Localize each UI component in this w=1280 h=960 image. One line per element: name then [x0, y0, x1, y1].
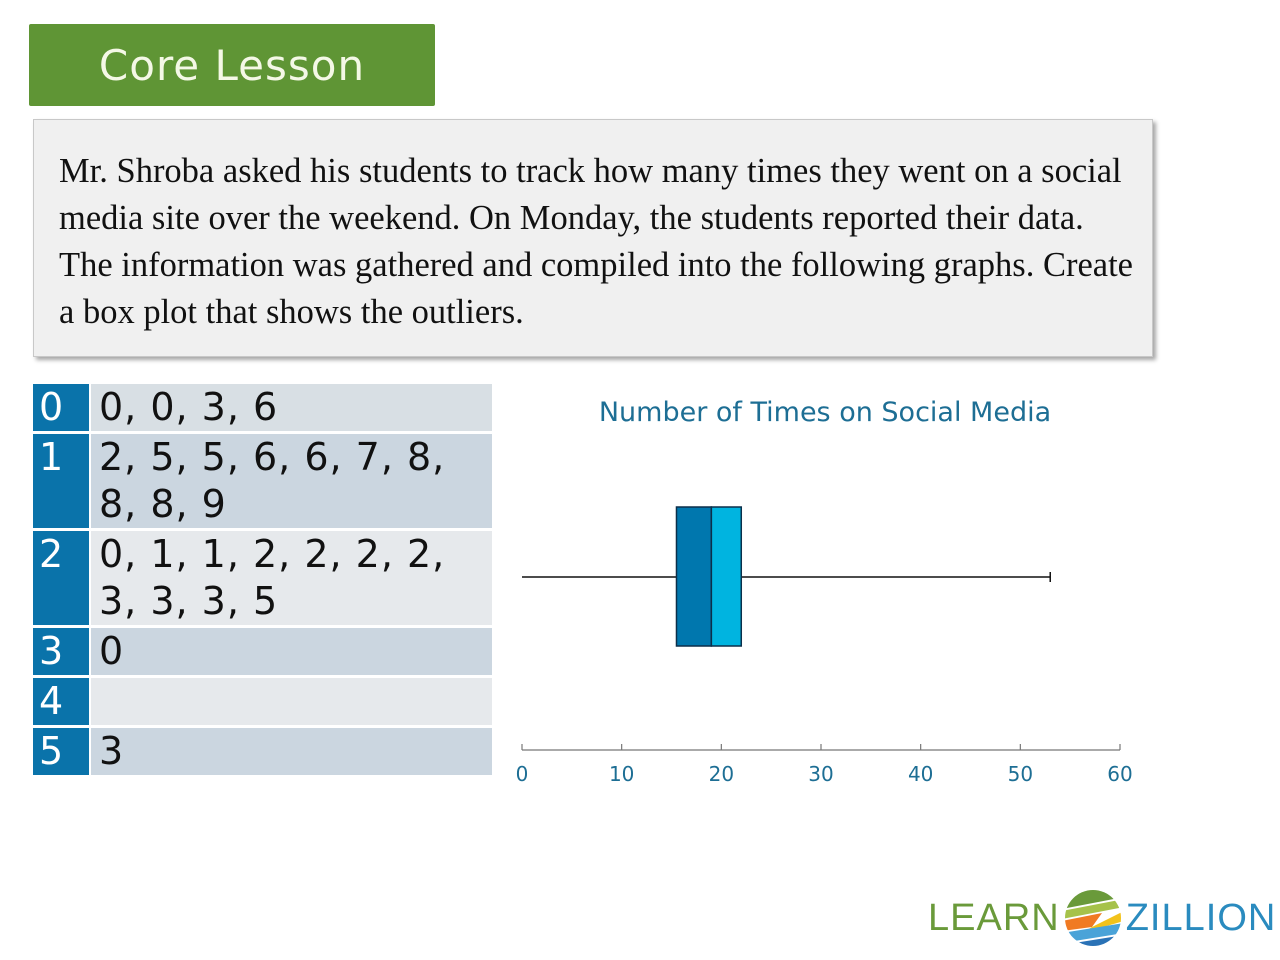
stem-value: 5 [33, 728, 89, 775]
stem-value: 4 [33, 678, 89, 725]
banner-label: Core Lesson [98, 40, 366, 90]
globe-icon [1062, 887, 1124, 949]
leaf-values: 0, 0, 3, 6 [91, 384, 492, 431]
x-tick-label: 30 [808, 762, 834, 786]
problem-text: Mr. Shroba asked his students to track how many times they went on a social media site over the weekend. On Monday, the students reported their data. The information was gathered and compiled into the following graphs. Create a box plot that shows the outliers. [59, 152, 1133, 331]
leaf-values: 2, 5, 5, 6, 6, 7, 8, 8, 8, 9 [91, 434, 492, 528]
upper-box [711, 507, 741, 646]
lower-box [676, 507, 711, 646]
leaf-values: 0 [91, 628, 492, 675]
leaf-values: 0, 1, 1, 2, 2, 2, 2, 3, 3, 3, 5 [91, 531, 492, 625]
x-tick-label: 50 [1007, 762, 1034, 786]
x-tick-label: 40 [907, 762, 934, 786]
x-tick-label: 20 [708, 762, 735, 786]
stem-value: 2 [33, 531, 89, 625]
x-tick-label: 10 [608, 762, 635, 786]
x-tick-label: 0 [515, 762, 529, 786]
x-tick-label: 60 [1107, 762, 1133, 786]
stem-value: 1 [33, 434, 89, 528]
stem-value: 3 [33, 628, 89, 675]
learnzillion-logo [928, 888, 1276, 948]
chart-title: Number of Times on Social Media [598, 397, 1052, 428]
logo-text-left: LEARN [928, 896, 1060, 939]
stem-value: 0 [33, 384, 89, 431]
leaf-values: 3 [91, 728, 492, 775]
logo-text-right: ZILLION [1125, 896, 1277, 939]
